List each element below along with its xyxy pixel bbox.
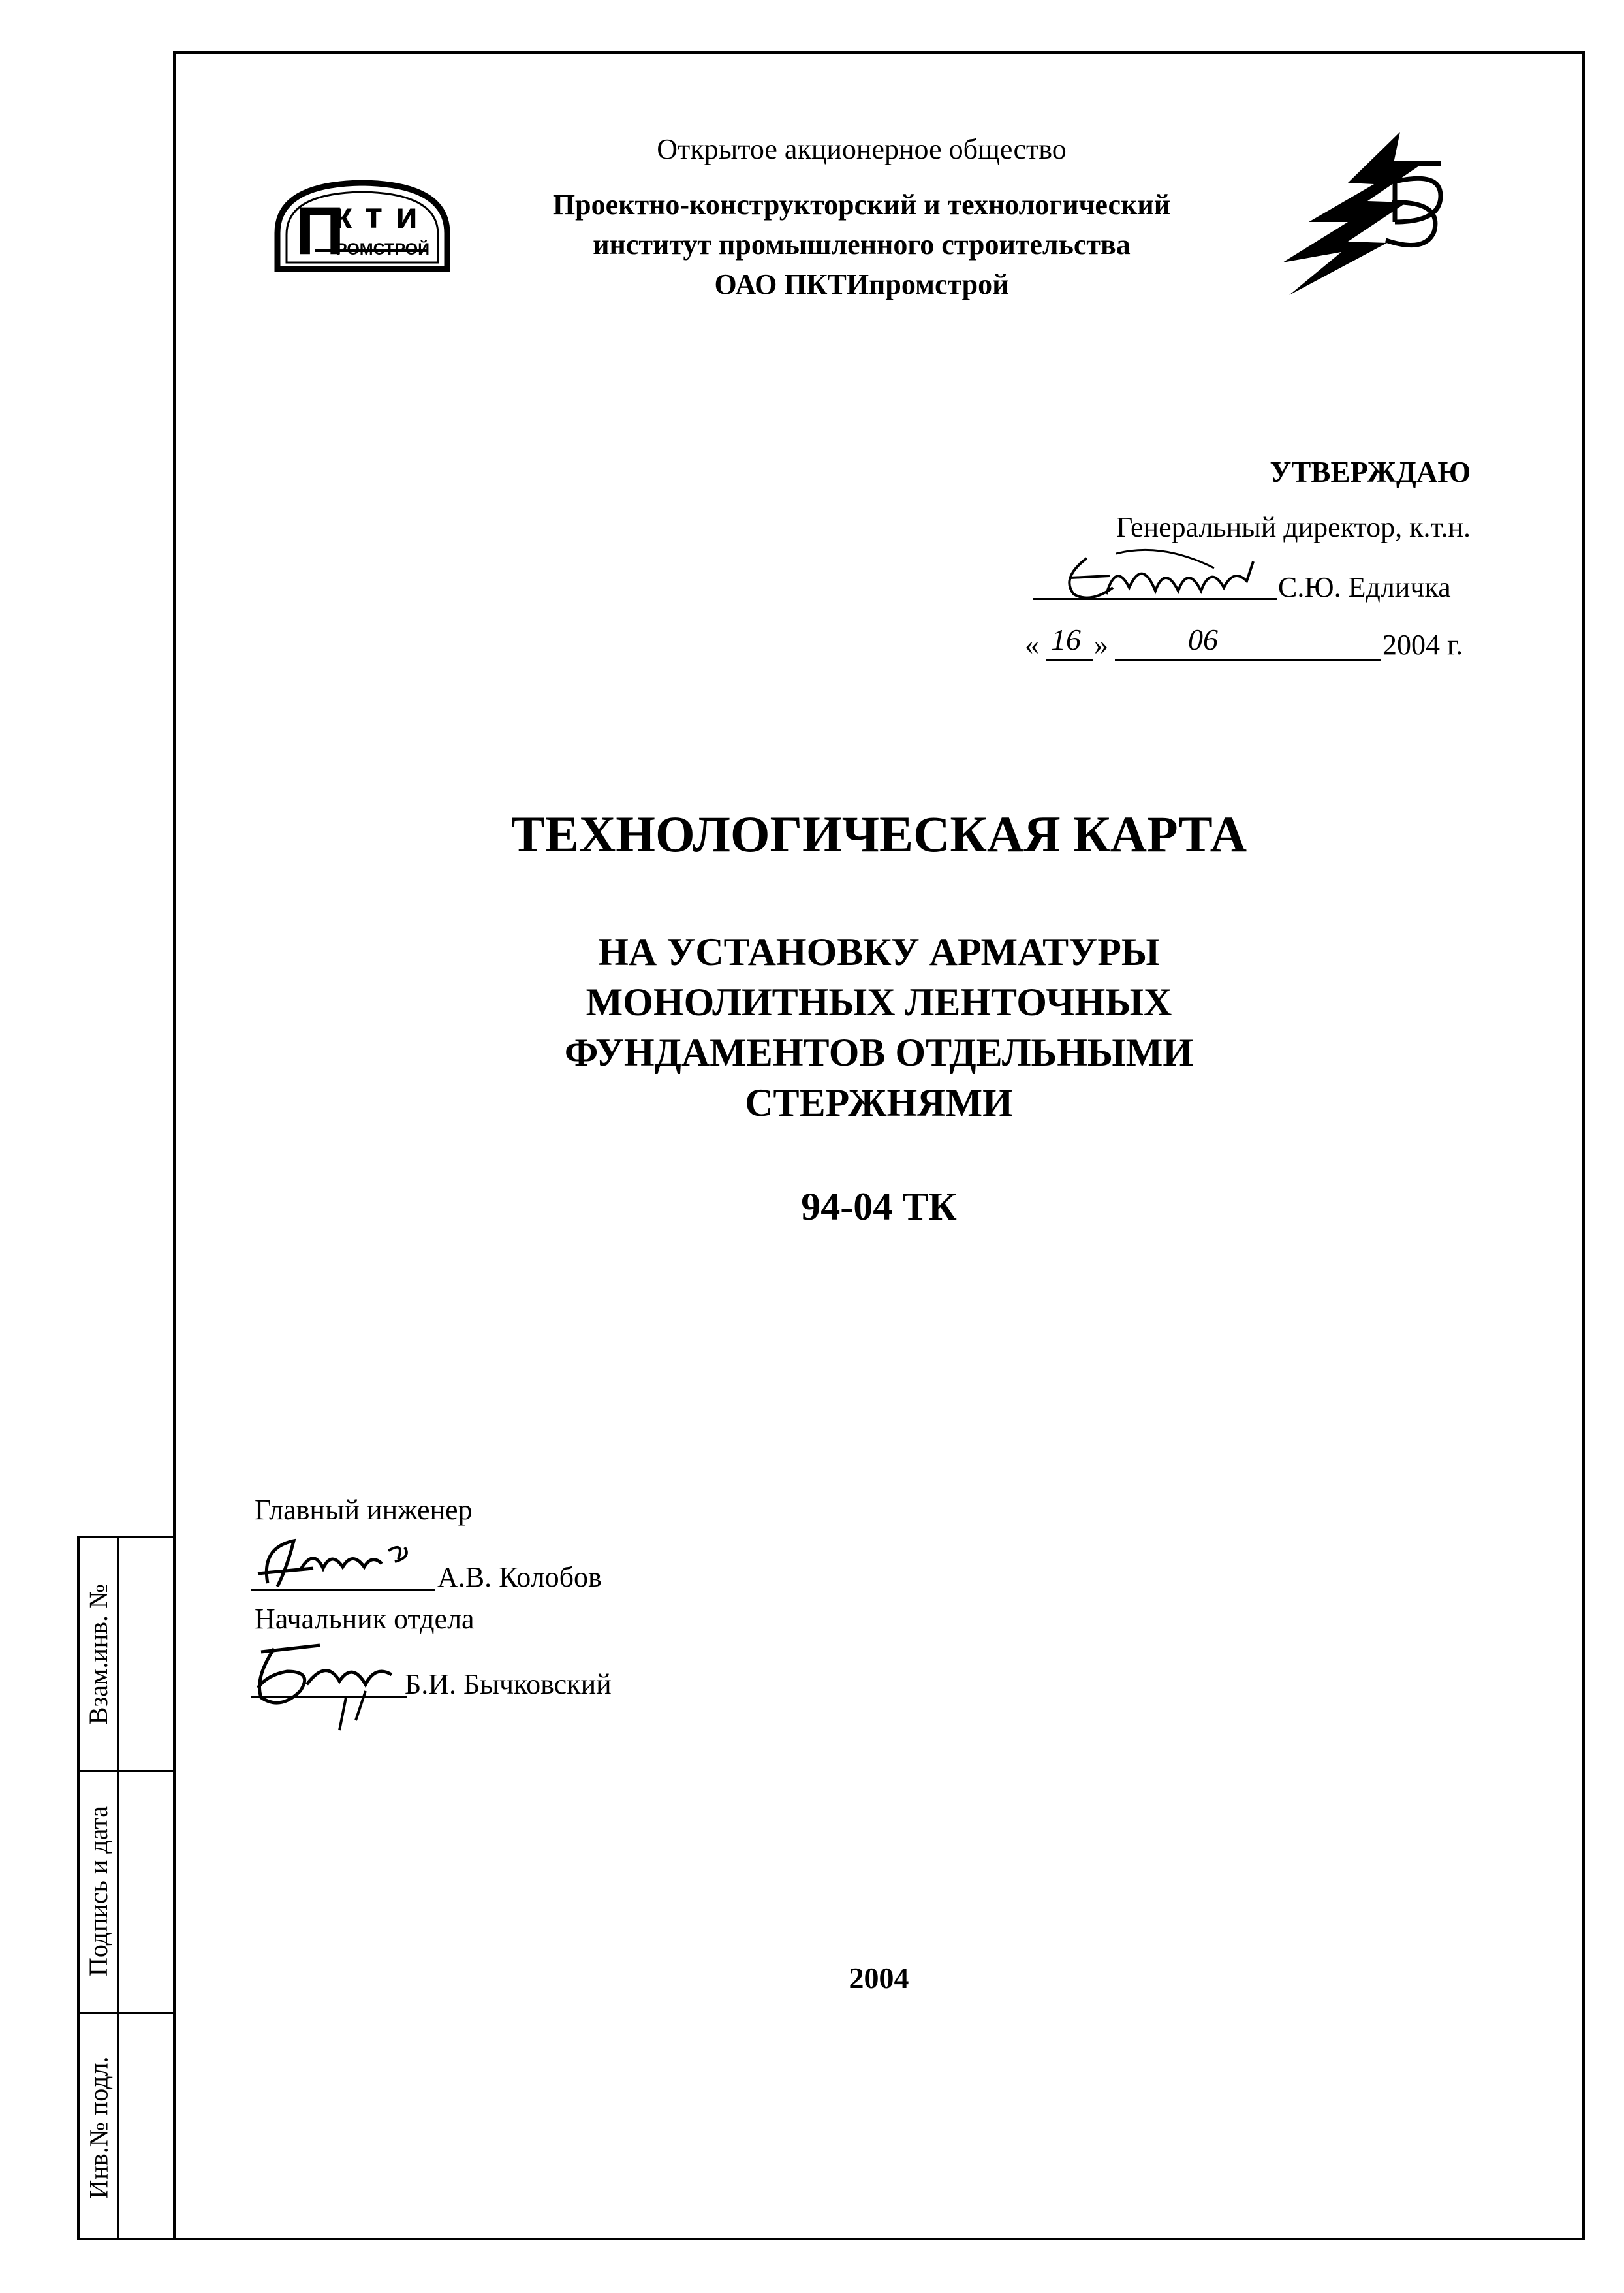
chief-engineer-signature [248,1521,437,1593]
date-day-line [1046,659,1093,661]
subtitle-line-1: НА УСТАНОВКУ АРМАТУРЫ [598,930,1160,973]
strip-label-orig-inv: Инв.№ подл. [84,2056,114,2198]
institute-short-name: ОАО ПКТИпромстрой [714,268,1009,300]
subtitle-line-3: ФУНДАМЕНТОВ ОТДЕЛЬНЫМИ [564,1031,1194,1074]
date-day: 16 [1051,623,1081,656]
org-type: Открытое акционерное общество [657,133,1067,165]
date-month: 06 [1188,623,1218,656]
head-dept-signature [235,1626,418,1737]
director-name: С.Ю. Едличка [1278,571,1451,603]
logo-letter-p: П [296,193,345,269]
subtitle-line-4: СТЕРЖНЯМИ [745,1081,1013,1124]
approval-position: Генеральный директор, к.т.н. [1116,511,1471,543]
subtitle-line-2: МОНОЛИТНЫХ ЛЕНТОЧНЫХ [586,981,1172,1024]
head-dept-name: Б.И. Бычковский [405,1668,612,1700]
footer-year: 2004 [849,1961,909,1995]
strip-label-replace-inv: Взам.инв. № [84,1583,114,1725]
document-code: 94-04 ТК [801,1185,957,1228]
date-quote-open: « [1025,629,1039,661]
date-month-line [1115,659,1381,661]
strip-label-signature-date: Подпись и дата [84,1805,114,1976]
page-frame [173,51,1585,2240]
logo-letters-kti: к т и [334,195,419,236]
date-quote-close: » [1094,629,1108,661]
director-signature [1057,542,1273,607]
strip-divider [117,1538,119,2238]
chief-engineer-title: Главный инженер [255,1494,473,1526]
institute-line-1: Проектно-конструкторский и технологический [552,189,1171,221]
head-dept-title: Начальник отдела [255,1603,475,1635]
chief-engineer-name: А.В. Колобов [437,1561,602,1593]
logo-subtext: РОМСТРОЙ [336,240,430,259]
institute-line-2: институт промышленного строительства [593,229,1131,261]
approval-heading: УТВЕРЖДАЮ [1270,456,1471,488]
side-stamp-strip [77,1536,176,2240]
date-year: 2004 г. [1382,629,1463,661]
document-title: ТЕХНОЛОГИЧЕСКАЯ КАРТА [510,806,1247,862]
